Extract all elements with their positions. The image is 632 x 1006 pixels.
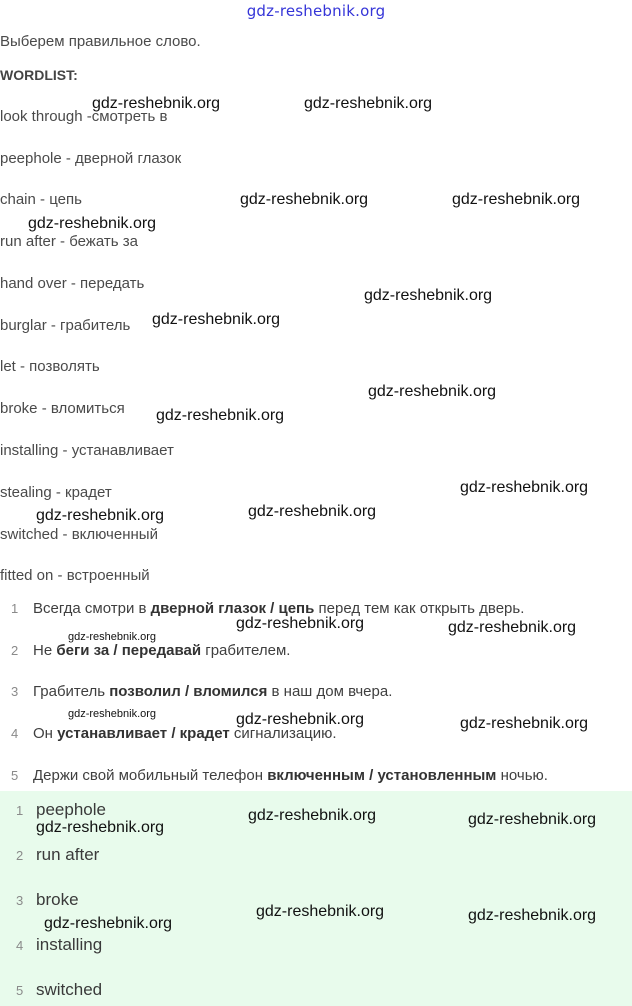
watermark: gdz-reshebnik.org (460, 479, 589, 496)
watermark: gdz-reshebnik.org (240, 191, 369, 208)
watermark: gdz-reshebnik.org (460, 715, 589, 732)
wordlist-item: look through -смотреть в (0, 108, 168, 125)
watermark: gdz-reshebnik.org (248, 807, 377, 824)
watermark: gdz-reshebnik.org (452, 191, 581, 208)
wordlist-item: chain - цепь (0, 191, 82, 208)
watermark: gdz-reshebnik.org (156, 407, 285, 424)
site-title[interactable]: gdz-reshebnik.org (246, 2, 386, 20)
wordlist-item: stealing - крадет (0, 484, 112, 501)
question-text: грабителем. (201, 642, 291, 659)
watermark: gdz-reshebnik.org (44, 915, 173, 932)
question-text: Не (33, 642, 57, 659)
watermark: gdz-reshebnik.org (248, 503, 377, 520)
watermark: gdz-reshebnik.org (468, 811, 597, 828)
question-text: сигнализацию. (229, 725, 337, 742)
question-text: Он (33, 725, 58, 742)
watermark: gdz-reshebnik.org (364, 287, 493, 304)
question-item (0, 600, 524, 617)
watermark: gdz-reshebnik.org (36, 507, 165, 524)
wordlist-item: run after - бежать за (0, 233, 138, 250)
watermark: gdz-reshebnik.org (468, 907, 597, 924)
answer-item (0, 890, 79, 910)
question-choice: позволил / вломился (109, 683, 268, 700)
question-number: 2 (11, 643, 19, 658)
answer-text: run after (36, 845, 100, 864)
watermark: gdz-reshebnik.org (304, 95, 433, 112)
intro-text: Выберем правильное слово. (0, 33, 201, 50)
answer-number: 1 (16, 803, 24, 818)
answer-number: 3 (16, 893, 24, 908)
answer-item (0, 845, 99, 865)
question-text: ночью. (496, 767, 548, 784)
wordlist-item: let - позволять (0, 358, 100, 375)
wordlist-item: broke - вломиться (0, 400, 125, 417)
wordlist-item: switched - включенный (0, 526, 158, 543)
answer-text: broke (36, 890, 79, 909)
question-choice: включенным / установленным (267, 767, 497, 784)
question-choice: беги за / передавай (56, 642, 202, 659)
answer-number: 5 (16, 983, 24, 998)
question-choice: устанавливает / крадет (57, 725, 230, 742)
question-text: перед тем как открыть дверь. (314, 600, 525, 617)
question-number: 4 (11, 726, 19, 741)
watermark: gdz-reshebnik.org (236, 615, 365, 632)
question-number: 1 (11, 601, 19, 616)
answer-text: switched (36, 980, 103, 999)
question-text: в наш дом вчера. (267, 683, 393, 700)
answers-panel (0, 791, 632, 1006)
answer-number: 4 (16, 938, 24, 953)
question-text: Всегда смотри в (33, 600, 151, 617)
question-text: Грабитель (33, 683, 110, 700)
wordlist-item: burglar - грабитель (0, 317, 131, 334)
answer-item (0, 935, 102, 955)
question-number: 5 (11, 768, 19, 783)
watermark: gdz-reshebnik.org (152, 311, 281, 328)
question-text: Держи свой мобильный телефон (33, 767, 268, 784)
watermark: gdz-reshebnik.org (256, 903, 385, 920)
watermark: gdz-reshebnik.org (68, 708, 157, 720)
watermark: gdz-reshebnik.org (92, 95, 221, 112)
answer-item (0, 800, 106, 820)
question-choice: дверной глазок / цепь (150, 600, 315, 617)
watermark: gdz-reshebnik.org (36, 819, 165, 836)
answer-text: installing (36, 935, 103, 954)
watermark: gdz-reshebnik.org (448, 619, 577, 636)
answer-number: 2 (16, 848, 24, 863)
wordlist-item: installing - устанавливает (0, 442, 174, 459)
question-item (0, 683, 392, 700)
wordlist-heading: WORDLIST: (0, 67, 78, 83)
question-item (0, 642, 290, 659)
wordlist-item: hand over - передать (0, 275, 145, 292)
wordlist-item: peephole - дверной глазок (0, 150, 182, 167)
wordlist-item: fitted on - встроенный (0, 567, 150, 584)
answer-item (0, 980, 102, 1000)
question-number: 3 (11, 684, 19, 699)
question-item (0, 725, 337, 742)
watermark: gdz-reshebnik.org (68, 631, 157, 643)
answer-text: peephole (36, 800, 106, 819)
watermark: gdz-reshebnik.org (368, 383, 497, 400)
question-item (0, 767, 548, 784)
watermark: gdz-reshebnik.org (236, 711, 365, 728)
watermark: gdz-reshebnik.org (28, 215, 157, 232)
